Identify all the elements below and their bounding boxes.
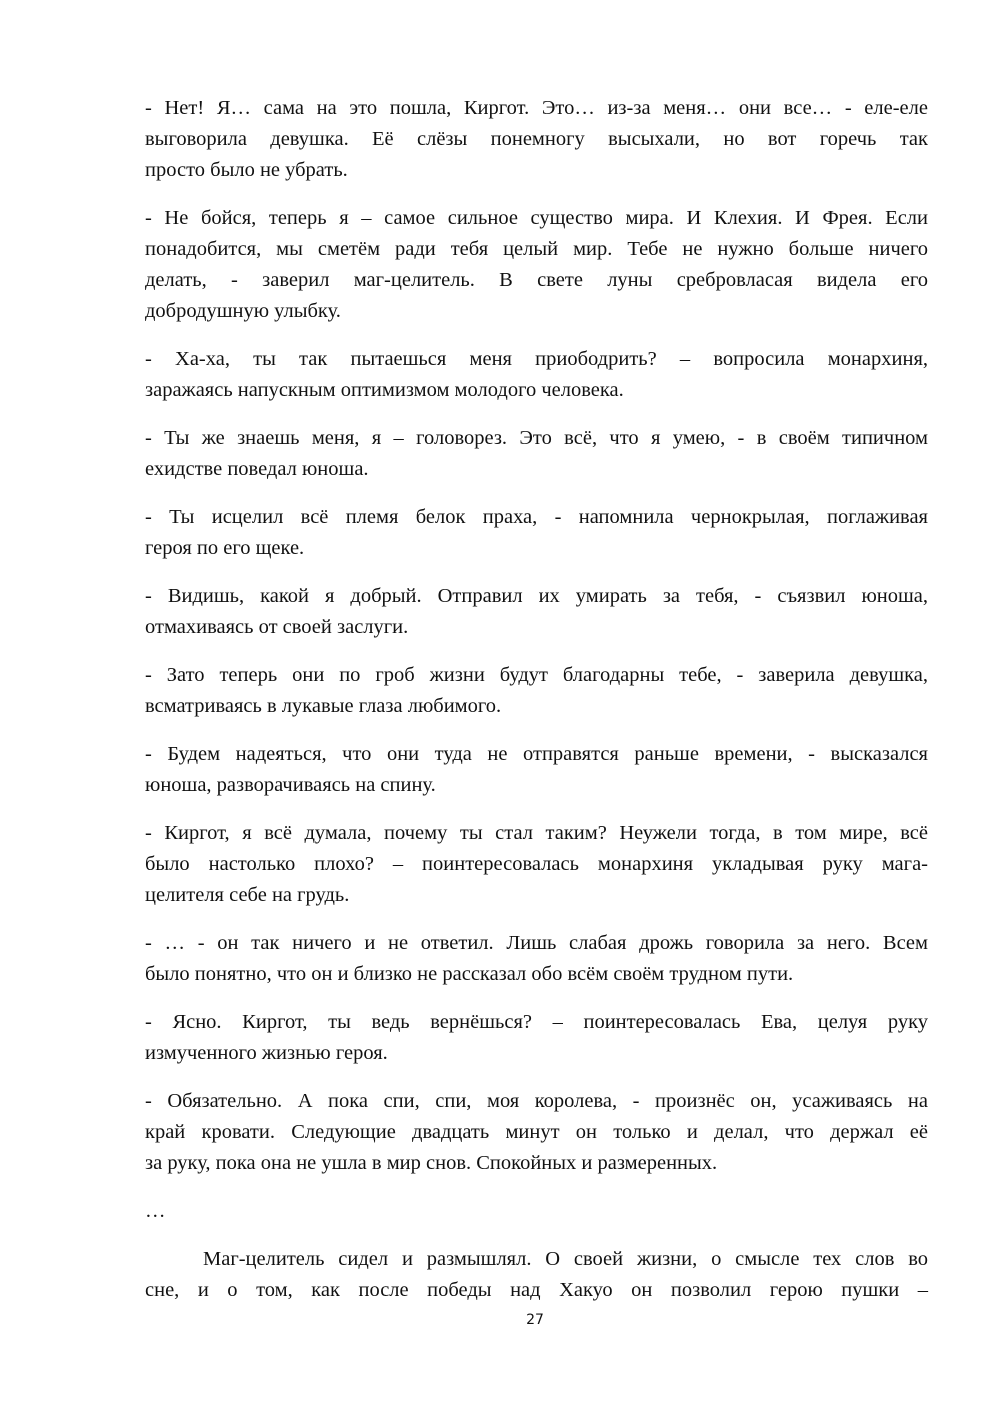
text-line: отмахиваясь от своей заслуги. [145,616,409,638]
paragraph [145,502,928,564]
page-body [145,93,928,1323]
text-line: добродушную улыбку. [145,300,341,322]
text-line: - Ты же знаешь меня, я – головорез. Это всё, что я умею, - в своём типичном [145,427,928,449]
paragraph [145,739,928,801]
text-line: - Киргот, я всё думала, почему ты стал таким? Неужели тогда, в том мире, всё [145,822,928,844]
text-line: целителя себе на грудь. [145,884,350,906]
paragraph [145,818,928,911]
text-line: - Будем надеяться, что они туда не отправятся раньше времени, - высказался [145,743,928,765]
text-line: - Ха-ха, ты так пытаешься меня приободрить? – вопросила монархиня, [145,348,928,370]
text-line: выговорила девушка. Её слёзы понемногу высыхали, но вот горечь так [145,128,928,150]
paragraph [145,1007,928,1069]
text-line: было настолько плохо? – поинтересовалась монархиня укладывая руку мага- [145,853,928,875]
text-line: … [145,1200,166,1222]
text-line: юноша, разворачиваясь на спину. [145,774,436,796]
text-line: - Обязательно. А пока спи, спи, моя королева, - произнёс он, усаживаясь на [145,1090,928,1112]
text-line: сне, и о том, как после победы над Хакуо он позволил герою пушки – [145,1279,928,1301]
text-line: Маг-целитель сидел и размышлял. О своей жизни, о смысле тех слов во [203,1248,928,1270]
text-line: заражаясь напускным оптимизмом молодого человека. [145,379,624,401]
text-line: - Видишь, какой я добрый. Отправил их умирать за тебя, - съязвил юноша, [145,585,928,607]
text-line: - Нет! Я… сама на это пошла, Киргот. Это… из-за меня… они все… - еле-еле [145,97,928,119]
text-line: - Ясно. Киргот, ты ведь вернёшься? – поинтересовалась Ева, целуя руку [145,1011,928,1033]
text-line: было понятно, что он и близко не рассказал обо всём своём трудном пути. [145,963,794,985]
text-line: за руку, пока она не ушла в мир снов. Спокойных и размеренных. [145,1152,718,1174]
text-line: - Ты исцелил всё племя белок праха, - напомнила чернокрылая, поглаживая [145,506,928,528]
text-line: - … - он так ничего и не ответил. Лишь слабая дрожь говорила за него. Всем [145,932,928,954]
paragraph [145,344,928,406]
page-number: 27 [526,1312,544,1328]
text-line: - Зато теперь они по гроб жизни будут благодарны тебе, - заверила девушка, [145,664,928,686]
text-line: ехидстве поведал юноша. [145,458,369,480]
text-line: героя по его щеке. [145,537,305,559]
paragraph [145,581,928,643]
text-line: измученного жизнью героя. [145,1042,388,1064]
paragraph [145,423,928,485]
text-line: делать, - заверил маг-целитель. В свете луны сребровласая видела его [145,269,928,291]
paragraph [145,1196,928,1227]
paragraph [145,1086,928,1179]
text-line: - Не бойся, теперь я – самое сильное существо мира. И Клехия. И Фрея. Если [145,207,928,229]
paragraph [145,928,928,990]
paragraph [145,93,928,186]
text-line: всматриваясь в лукавые глаза любимого. [145,695,502,717]
text-line: понадобится, мы сметём ради тебя целый мир. Тебе не нужно больше ничего [145,238,928,260]
text-line: просто было не убрать. [145,159,348,181]
paragraph [145,203,928,327]
text-line: край кровати. Следующие двадцать минут он только и делал, что держал её [145,1121,928,1143]
paragraph [145,1244,928,1306]
paragraph [145,660,928,722]
